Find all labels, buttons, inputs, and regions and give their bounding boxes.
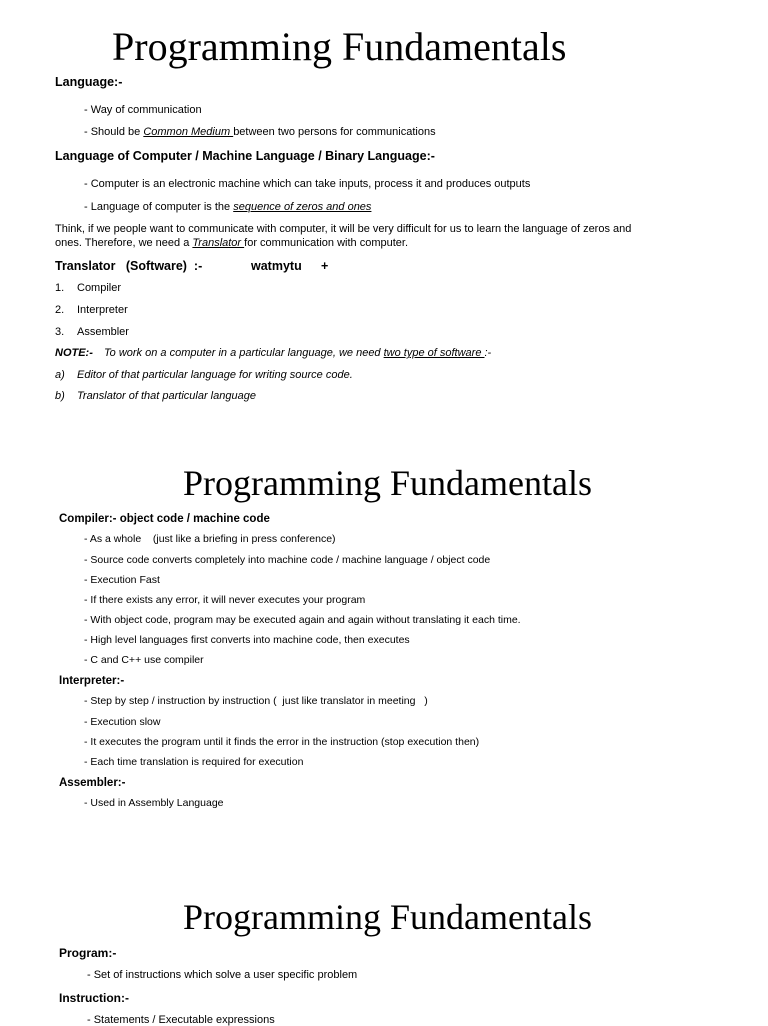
numbered-item bbox=[55, 282, 64, 294]
compiler-heading: Compiler:- object code / machine code bbox=[59, 513, 270, 525]
text-segment: between two persons for communications bbox=[233, 126, 436, 138]
list-item: - With object code, program may be executed again and again without translating it each time. bbox=[84, 614, 521, 626]
interpreter-heading: Interpreter:- bbox=[59, 675, 125, 687]
text-segment: - Should be bbox=[84, 126, 144, 138]
list-item: - C and C++ use compiler bbox=[84, 654, 204, 666]
page-title: Programming Fundamentals bbox=[183, 897, 592, 937]
numbered-item bbox=[55, 326, 64, 338]
list-item: - Source code converts completely into machine code / machine language / object code bbox=[84, 554, 491, 566]
list-item bbox=[84, 201, 371, 213]
lettered-item-text: Translator of that particular language bbox=[77, 390, 256, 402]
translator-heading: Translator (Software) :- bbox=[55, 259, 203, 273]
computer-language-heading: Language of Computer / Machine Language / Binary Language:- bbox=[55, 149, 435, 163]
emphasis-text: Common Medium bbox=[143, 126, 234, 138]
numbered-item-text: Interpreter bbox=[77, 304, 128, 316]
item-number: 3. bbox=[55, 326, 65, 338]
list-item: - Way of communication bbox=[84, 104, 202, 116]
instruction-heading: Instruction:- bbox=[59, 991, 129, 1005]
assembler-heading: Assembler:- bbox=[59, 777, 126, 789]
list-item: - If there exists any error, it will never executes your program bbox=[84, 594, 366, 606]
list-item: - As a whole (just like a briefing in press conference) bbox=[84, 533, 336, 545]
text-segment: - Language of computer is the bbox=[84, 201, 234, 213]
list-item: - Execution Fast bbox=[84, 574, 160, 586]
item-letter: b) bbox=[55, 390, 65, 402]
paragraph-line bbox=[55, 237, 408, 249]
numbered-item-text: Assembler bbox=[77, 326, 129, 338]
text-segment: for communication with computer. bbox=[244, 237, 409, 249]
program-heading: Program:- bbox=[59, 946, 117, 960]
item-number: 2. bbox=[55, 304, 65, 316]
plus-icon: + bbox=[321, 259, 329, 273]
page-title: Programming Fundamentals bbox=[183, 463, 592, 503]
list-item bbox=[84, 126, 436, 138]
list-item: - Step by step / instruction by instruction ( just like translator in meeting ) bbox=[84, 695, 428, 707]
item-letter: a) bbox=[55, 369, 65, 381]
page-title: Programming Fundamentals bbox=[112, 24, 567, 69]
list-item: - Each time translation is required for execution bbox=[84, 756, 304, 768]
list-item: - High level languages first converts into machine code, then executes bbox=[84, 634, 410, 646]
item-number: 1. bbox=[55, 282, 65, 294]
translator-extra-text: watmytu bbox=[251, 259, 302, 273]
text-segment: :- bbox=[484, 347, 492, 359]
emphasis-text: two type of software bbox=[383, 347, 485, 359]
text-segment: ones. Therefore, we need a bbox=[55, 237, 193, 249]
lettered-item bbox=[55, 369, 65, 381]
list-item: - Execution slow bbox=[84, 716, 161, 728]
numbered-item bbox=[55, 304, 64, 316]
lettered-item-text: Editor of that particular language for writing source code. bbox=[77, 369, 353, 381]
numbered-item-text: Compiler bbox=[77, 282, 122, 294]
paragraph-line: Think, if we people want to communicate with computer, it will be very difficult for us to learn the language of zeros and bbox=[55, 223, 632, 235]
lettered-item bbox=[55, 390, 65, 402]
note-line bbox=[55, 347, 491, 359]
emphasis-text: sequence of zeros and ones bbox=[233, 201, 372, 213]
list-item: - Used in Assembly Language bbox=[84, 797, 224, 809]
emphasis-text: Translator bbox=[192, 237, 245, 249]
language-heading: Language:- bbox=[55, 75, 123, 89]
list-item: - Computer is an electronic machine which can take inputs, process it and produces outputs bbox=[84, 178, 531, 190]
note-label: NOTE:- bbox=[55, 347, 93, 359]
text-segment: To work on a computer in a particular language, we need bbox=[103, 347, 384, 359]
list-item: - It executes the program until it finds the error in the instruction (stop execution then) bbox=[84, 736, 480, 748]
list-item: - Set of instructions which solve a user specific problem bbox=[87, 969, 358, 981]
list-item: - Statements / Executable expressions bbox=[87, 1014, 275, 1026]
